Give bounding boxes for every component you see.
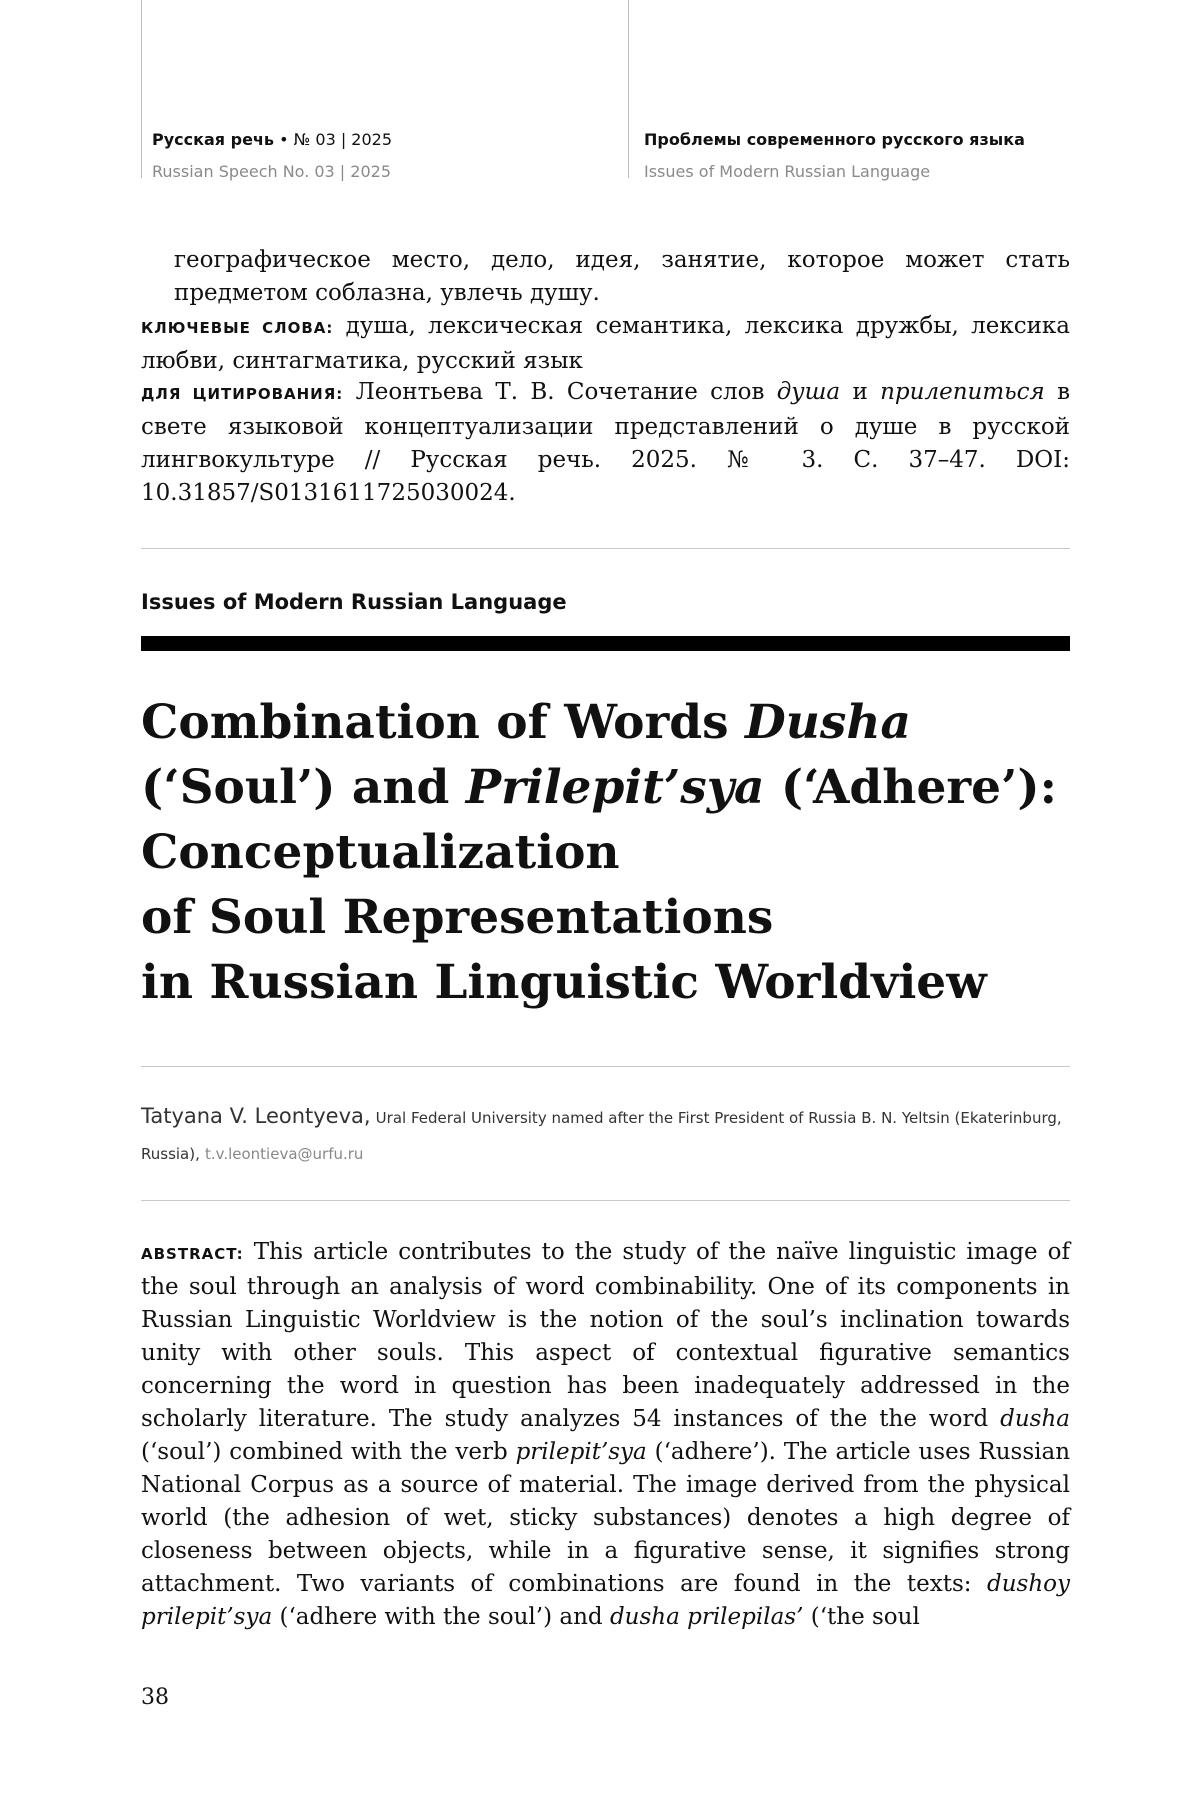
divider-1	[141, 548, 1070, 549]
abstract-text2: (‘soul’) combined with the verb	[141, 1439, 508, 1465]
author-name: Tatyana V. Leontyeva,	[141, 1104, 371, 1128]
keywords-ru	[141, 310, 1070, 378]
citation-ru	[141, 376, 1070, 510]
abstract-italic4: dusha prilepilas’	[609, 1604, 804, 1630]
section-en: Issues of Modern Russian Language	[644, 162, 931, 181]
title-italic2: Prilepit’sya	[465, 760, 765, 815]
header-left	[152, 124, 392, 188]
abstract-text1: This article contributes to the study of the naïve linguistic image of the soul through an analysis of word combinability. One of its components in Russian Linguistic Worldview is the notion of the soul’s inclination towards unity with other souls. This aspect of contextual figurative semantics concerning the word in question has been inadequately addressed in the scholarly literature. The study analyzes 54 instances of the the word	[141, 1239, 1071, 1432]
title-italic1: Dusha	[744, 695, 911, 750]
header-divider-right	[628, 0, 629, 178]
section-label: Issues of Modern Russian Language	[141, 590, 567, 614]
title-part2: (‘Soul’) and	[141, 760, 466, 815]
keywords-label: КЛЮЧЕВЫЕ СЛОВА:	[141, 319, 334, 337]
section-bar	[141, 636, 1070, 651]
abstract-italic2: prilepit’sya	[515, 1439, 647, 1465]
citation-part1: Леонтьева Т. В. Сочетание слов	[355, 379, 765, 405]
header-divider-left	[141, 0, 142, 178]
bullet: •	[279, 130, 289, 149]
issue-number: № 03 | 2025	[293, 130, 393, 149]
title-line5: in Russian Linguistic Worldview	[141, 955, 987, 1010]
abstract-text5: (‘the soul	[810, 1604, 920, 1630]
author-info	[141, 1098, 1070, 1172]
author-affiliation: Ural Federal University named after the First President of Russia B. N. Yeltsin (Ekaterinburg, Russia),	[141, 1109, 1062, 1163]
divider-3	[141, 1200, 1070, 1201]
abstract-italic3: dushoy prilepit’sya	[141, 1571, 1070, 1630]
title-line3: Conceptualization	[141, 825, 620, 880]
title-part1: Combination of Words	[141, 695, 745, 750]
page-number: 38	[141, 1685, 169, 1710]
citation-and: и	[852, 379, 868, 405]
citation-word1: душа	[776, 379, 841, 405]
title-line4: of Soul Representations	[141, 890, 774, 945]
divider-2	[141, 1066, 1070, 1067]
section-ru: Проблемы современного русского языка	[644, 130, 1025, 149]
keywords-text: душа, лексическая семантика, лексика дружбы, лексика любви, синтагматика, русский язык	[141, 313, 1071, 374]
article-title	[141, 690, 1070, 1015]
journal-line	[152, 124, 392, 156]
citation-label: ДЛЯ ЦИТИРОВАНИЯ:	[141, 385, 344, 403]
author-email[interactable]: t.v.leontieva@urfu.ru	[204, 1145, 364, 1163]
journal-name: Русская речь	[152, 130, 275, 149]
abstract-text3: (‘adhere’). The article uses Russian National Corpus as a source of material. The image derived from the physical world (the adhesion of wet, sticky substances) denotes a high degree of closeness between objects, while in a figurative sense, it signifies strong attachment. Two variants of combinations are found in the texts:	[141, 1439, 1071, 1597]
title-part3: (‘Adhere’):	[764, 760, 1057, 815]
journal-english: Russian Speech No. 03 | 2025	[152, 162, 391, 181]
abstract-label: ABSTRACT:	[141, 1245, 244, 1263]
citation-part2: в свете языковой концептуализации представлений о душе в русской лингвокультуре // Русская речь. 2025. № 3. С. 37–47. DOI: 10.31857/S0131611725030024.	[141, 379, 1071, 506]
abstract-text4: (‘adhere with the soul’) and	[279, 1604, 603, 1630]
citation-word2: прилепиться	[880, 379, 1045, 405]
abstract-italic1: dusha	[1000, 1406, 1070, 1432]
abstract-ru-tail: географическое место, дело, идея, занятие, которое может стать предметом соблазна, увлечь душу.	[174, 247, 1070, 306]
abstract-en	[141, 1236, 1070, 1634]
header-right	[644, 124, 1025, 188]
